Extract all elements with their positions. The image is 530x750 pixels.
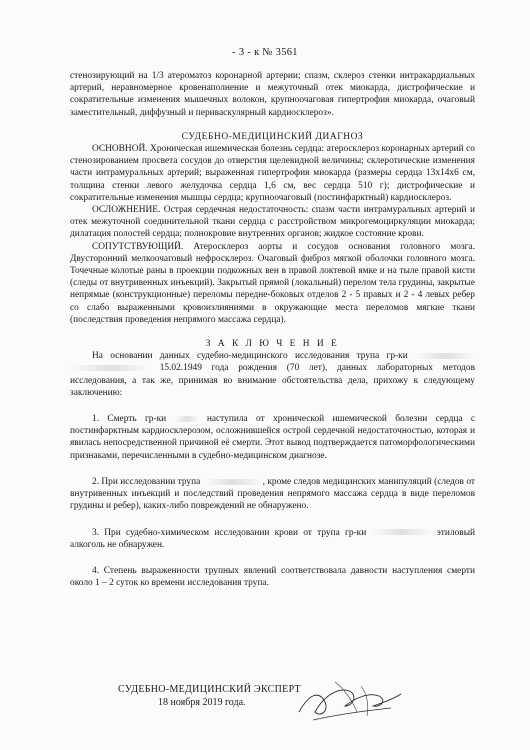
redacted-name [372, 529, 432, 535]
diagnosis-main: ОСНОВНОЙ. Хроническая ишемическая болезнь сердца: атеросклероз коронарных артерий со стенозированием просвета сосудов до отверстия щелевидной величины; склеротические изменения части интрамуральных артерий; выраженная гипертрофия миокарда (размеры сердца 13х14х6 см, толщина стенки левого желудочка сердца 1,6 см, вес сердца 510 г); дистрофические и сократительные изменения мышцы сердца; крупноочаговый (постинфарктный) кардиосклероз. [70, 144, 475, 203]
conclusion-intro-lead: На основании данных судебно-медицинского исследования трупа гр-ки [92, 351, 408, 362]
document-body [70, 70, 475, 589]
item3-rest: этиловый алкоголь не обнаружен. [70, 527, 476, 550]
item1-rest: наступила от хронической ишемической болезни сердца с постинфарктным кардиосклерозом, осложнившейся острой сердечной недостаточностью, которая и явилась непосредственной причиной её смерти. Этот вывод подтверждается патоморфологическими признаками, перечисленными в судебно-медицинском диагнозе. [70, 414, 475, 461]
redacted-name [415, 353, 475, 359]
diagnosis-concomitant: СОПУТСТВУЮЩИЙ. Атеросклероз аорты и сосудов основания головного мозга. Двусторонний мелкоочаговый нефросклероз. Очаговый фиброз мягкой оболочки головного мозга. Точечные колотые раны в проекции подкожных вен в правой локтевой ямке и на тыле правой кисти (следы от внутривенных инъекций). Закрытый прямой (локальный) перелом тела грудины, закрытые непрямые (конструкционные) переломы передне-боковых отделов 2 - 5 правых и 2 - 4 левых ребер со слабо выраженными кровоизлияниями в окружающие места переломов мягкие ткани (последствия проведения непрямого массажа сердца). [70, 241, 475, 325]
diagnosis-heading: СУДЕБНО-МЕДИЦИНСКИЙ ДИАГНОЗ [181, 131, 364, 142]
conclusion-item-2 [70, 476, 475, 513]
conclusion-item-4: 4. Степень выраженности трупных явлений соответствовала давности наступления смерти около 1 – 2 суток ко времени исследования трупа. [70, 565, 475, 589]
diagnosis-complication: ОСЛОЖНЕНИЕ. Острая сердечная недостаточность: спазм части интрамуральных артерий и отек межуточной соединительной ткани сердца с расстройством микрогемоциркуляции миокарда; дилатация полостей сердца; полнокровие внутренних органов; жидкое состояние крови. [70, 205, 475, 240]
conclusion-item-1 [70, 413, 475, 462]
signature-block [118, 683, 301, 709]
handwritten-signature [295, 672, 405, 732]
item2-rest: , кроме следов медицинских манипуляций (следов от внутривенных инъекций и последствий проведения непрямого массажа сердца в виде переломов грудины и ребер), каких-либо повреждений не обнаружено. [70, 476, 475, 512]
conclusion-item-3 [70, 527, 475, 551]
intro-paragraph: стенозирующий на 1/3 атероматоз коронарной артерии; спазм, склероз стенки интракардиальных артерий, неравномерное кровенаполнение и межуточный отек миокарда, дистрофические и сократительные изменения мышечных волокон, крупноочаговая гипертрофия миокарда, очаговый заместительный, диффузный и периваскулярный кардиосклероз». [70, 71, 475, 118]
redacted-name [70, 365, 150, 371]
redacted-name [203, 479, 263, 485]
conclusion-heading: З А К Л Ю Ч Е Н И Е [205, 339, 340, 350]
signature-date: 18 ноября 2019 года. [158, 697, 246, 708]
conclusion-intro-rest: 15.02.1949 года рождения (70 лет), данных лабораторных методов исследования, а так же, принимая во внимание обстоятельства дела, прихожу к следующему заключению: [70, 363, 476, 398]
item1-lead: 1. Смерть гр-ки [92, 414, 167, 425]
expert-title: СУДЕБНО-МЕДИЦИНСКИЙ ЭКСПЕРТ [118, 684, 301, 695]
redacted-name [175, 416, 199, 422]
item3-lead: 3. При судебно-химическом исследовании крови от трупа гр-ки [92, 527, 367, 538]
conclusion-intro [70, 350, 475, 399]
item2-lead: 2. При исследовании трупа [92, 476, 201, 487]
page-header: - 3 - к № 3561 [232, 47, 298, 58]
